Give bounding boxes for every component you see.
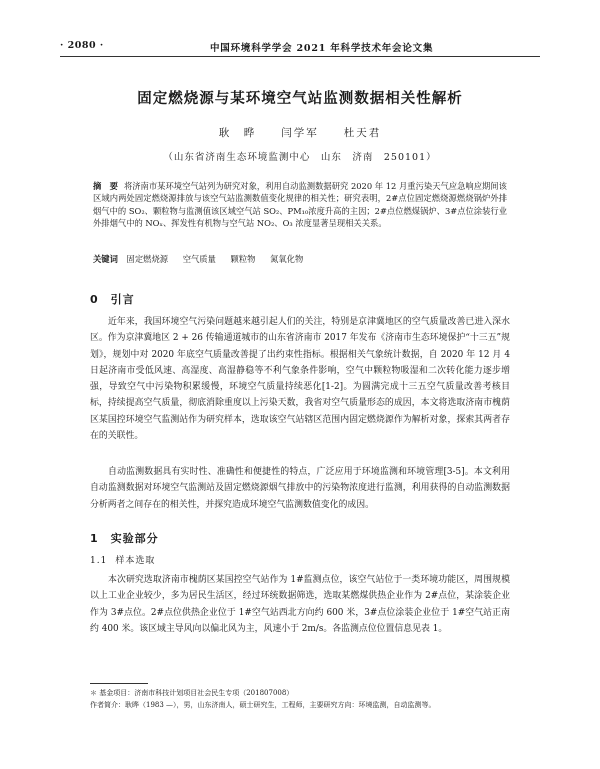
paragraph: 自动监测数据具有实时性、准确性和便捷性的特点，广泛应用于环境监测和环境管理[3-5]。本文利用自动监测数据对环境空气监测站及固定燃烧源烟气排放中的污染物浓度进行监测，利用获得的自动监测数据分析两者之间存在的相关性，并探究造成环境空气监测数值变化的成因。 — [90, 467, 510, 510]
footnote-author: 作者简介：耿晔（1983 —），男，山东济南人，硕士研究生，工程师，主要研究方向：环境监测，自动监测等。 — [90, 701, 436, 709]
header-rule — [60, 56, 540, 57]
section-number: 1 — [90, 532, 99, 545]
keyword: 颗粒物 — [230, 254, 256, 264]
abstract — [93, 180, 507, 229]
running-header — [60, 40, 540, 54]
footnote-rule — [90, 683, 148, 684]
affiliation: （山东省济南生态环境监测中心 山东 济南 250101） — [163, 152, 437, 163]
section-number: 0 — [90, 293, 99, 306]
paragraph: 本次研究选取济南市槐荫区某国控空气站作为 1#监测点位，该空气站位于一类环境功能区，周围规模以上工业企业较少，多为居民生活区，经过环统数据筛选，选取某燃煤供热企业作为 2#点位，某涂装企业作为 3#点位。2#点位供热企业位于 1#空气站西北方向约 600 米，3#点位涂装企业位于 1#空气站正南约 400 米。该区域主导风向以偏北风为主，风速小于 2m/s。各监测点位位置信息见表 1。 — [90, 575, 510, 634]
section-heading-experiment — [90, 530, 159, 546]
abstract-text: 将济南市某环境空气站列为研究对象，利用自动监测数据研究 2020 年 12 月重污染天气应急响应期间该区域内两处固定燃烧源排放与该空气站监测数值变化规律的相关性；研究表明，2#点位固定燃烧源燃烧锅炉外排烟气中的 SO₂、颗粒物与监测值该区域空气站 SO₂、PM₁₀浓度升高的主因；2#点位燃煤锅炉、3#点位涂装行业外排烟气中的 NOₓ、挥发性有机物与空气站 NO₂、O₃ 浓度显著呈现相关关系。 — [93, 181, 507, 228]
keywords-label: 关键词 — [93, 254, 118, 264]
conference-name: 中国环境科学学会 2021 年科学技术年会论文集 — [210, 43, 434, 54]
keywords — [93, 253, 507, 265]
authors: 耿 晔 闫学军 杜天君 — [218, 127, 382, 139]
page-number: · 2080 · — [60, 40, 104, 51]
subsection-title: 样本选取 — [115, 556, 156, 566]
footnote-fund: ＊ 基金项目：济南市科技计划项目社会民生专项（201807008） — [90, 689, 294, 697]
keyword: 氮氧化物 — [270, 254, 304, 264]
section-title: 引言 — [110, 293, 135, 306]
paragraph: 近年来，我国环境空气污染问题越来越引起人们的关注，特别是京津冀地区的空气质量改善已进入深水区。作为京津冀地区 2 + 26 传输通道城市的山东省济南市 2017 年发布《济南市生态环境保护“十三五”规划》，规划中对 2020 年底空气质量改善提了出约束性指标。根据相关气象统计数据，自 2020 年 12 月 4 日起济南市受低风速、高湿度、高湿静稳等不利气象条件影响，空气中颗粒物吸湿和二次转化能力逐步增强，导致空气中污染物积累缓慢，环境空气质量持续恶化[1-2]。为圆满完成十三五空气质量改善考核目标，持续提高空气质量，彻底消除重度以上污染天数，我省对空气质量形态的成因，本文将选取济南市槐荫区某国控环境空气监测站作为研究样本，选取该空气站辖区范围内固定燃烧源作为解析对象，探索其两者存在的关联性。 — [90, 317, 510, 442]
keyword: 固定燃烧源 — [126, 254, 169, 264]
section-heading-introduction — [90, 291, 135, 307]
abstract-label: 摘 要 — [93, 181, 118, 191]
paper-title: 固定燃烧源与某环境空气站监测数据相关性解析 — [137, 91, 463, 107]
subsection-heading — [90, 553, 155, 566]
subsection-number: 1.1 — [90, 556, 108, 566]
section-title: 实验部分 — [110, 532, 159, 545]
keyword: 空气质量 — [182, 254, 216, 264]
